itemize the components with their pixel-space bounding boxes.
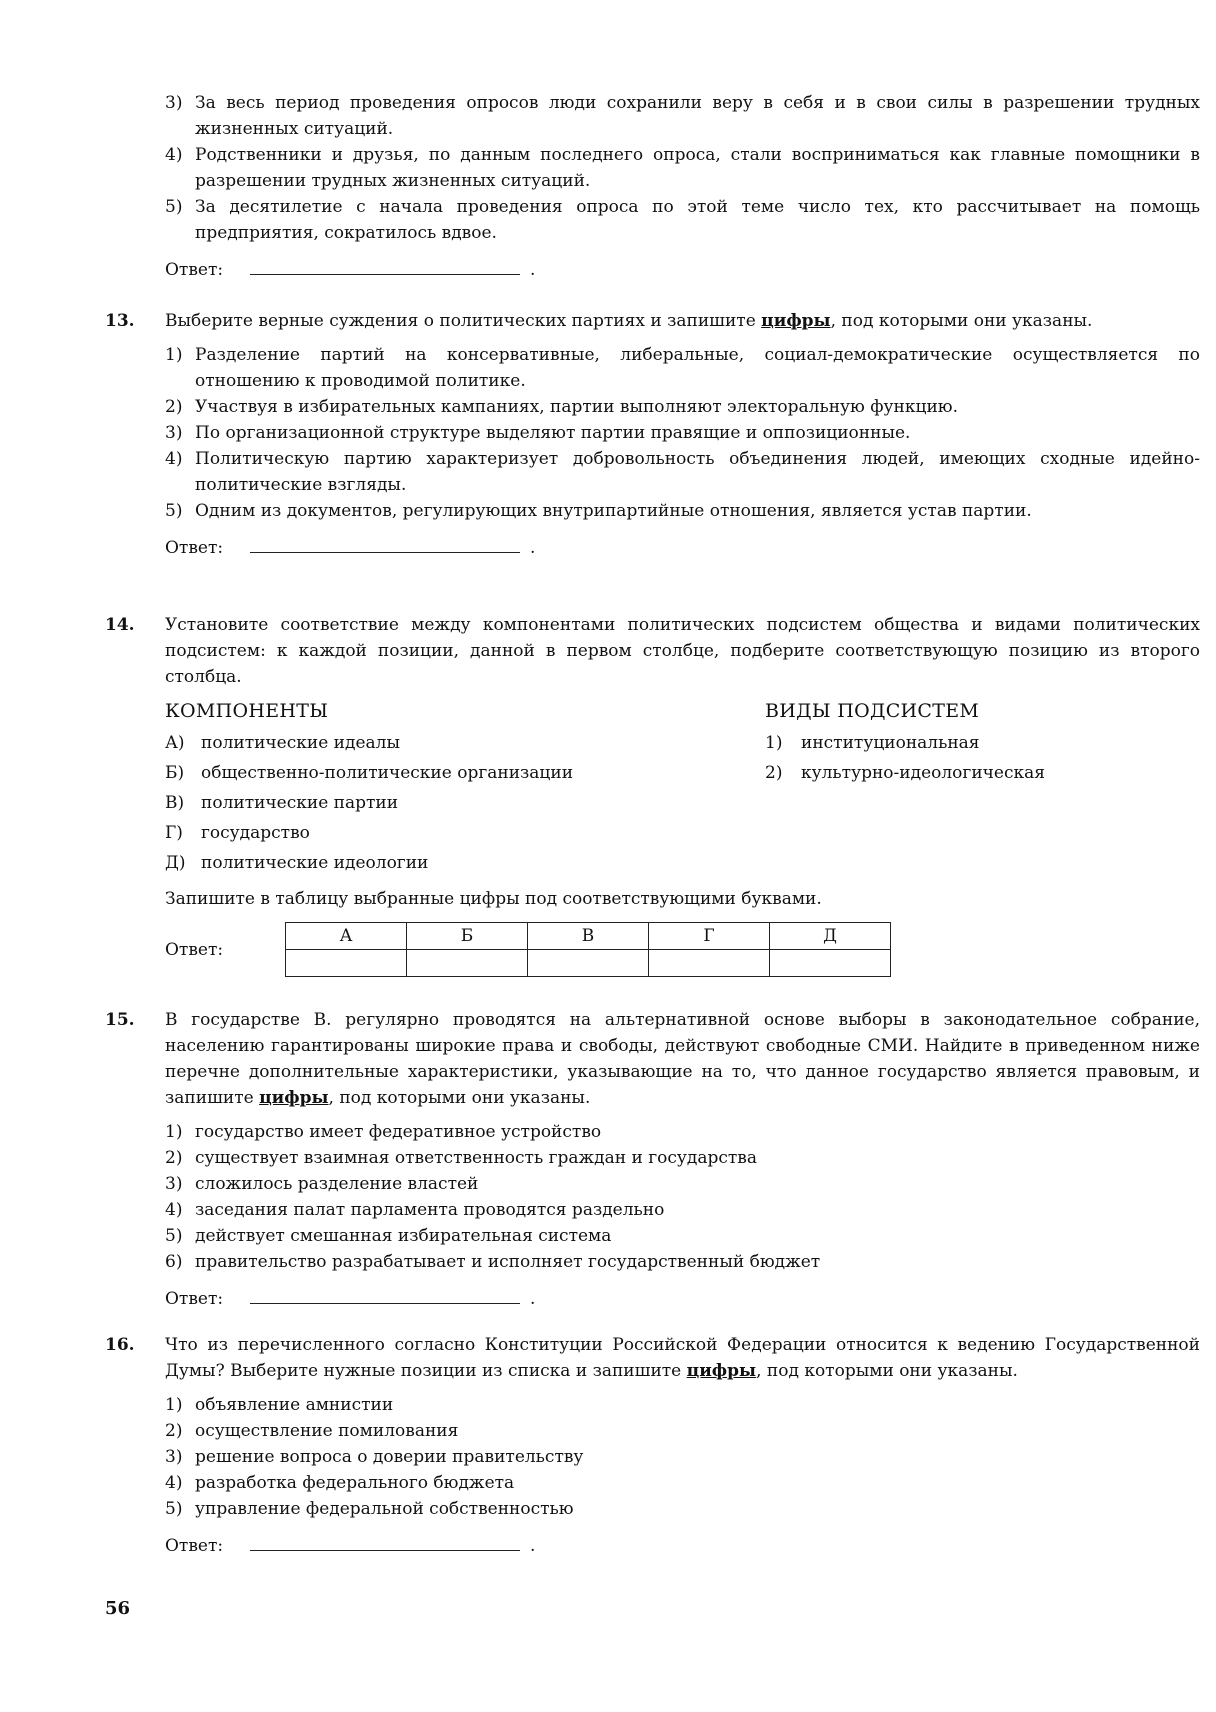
list-item: Б) общественно-политические организации	[165, 763, 574, 783]
list-item: 2) культурно-идеологическая	[765, 763, 1045, 783]
list-item: 2) Участвуя в избирательных кампаниях, партии выполняют электоральную функцию.	[165, 397, 958, 417]
list-item: Д) политические идеологии	[165, 853, 429, 873]
answer-field[interactable]	[250, 1285, 520, 1304]
list-item: 4) Политическую партию характеризует добровольность объединения людей, имеющих сходные идейно-политические взгляды.	[165, 449, 1200, 495]
list-item: 1) объявление амнистии	[165, 1395, 394, 1415]
answer-table	[285, 922, 891, 977]
list-item: 4) разработка федерального бюджета	[165, 1473, 515, 1493]
list-item: 1) институциональная	[765, 733, 980, 753]
list-item: В) политические партии	[165, 793, 399, 813]
list-item: 2) осуществление помилования	[165, 1421, 459, 1441]
subsystems-column	[765, 698, 1200, 880]
list-item: 4) Родственники и друзья, по данным последнего опроса, стали восприниматься как главные помощники в разрешении трудных жизненных ситуаций.	[165, 145, 1200, 191]
list-item: 5) Одним из документов, регулирующих внутрипартийные отношения, является устав партии.	[165, 501, 1032, 521]
list-item: 2) существует взаимная ответственность граждан и государства	[165, 1148, 758, 1168]
list-item: А) политические идеалы	[165, 733, 400, 753]
answer-cell[interactable]	[407, 950, 528, 977]
task-13	[105, 308, 1200, 560]
table-header: Д	[770, 923, 891, 950]
previous-task-continuation	[165, 90, 1200, 282]
list-item: 3) За весь период проведения опросов люди сохранили веру в себя и в свои силы в разрешении трудных жизненных ситуаций.	[165, 93, 1200, 139]
answer-field[interactable]	[250, 256, 520, 275]
list-item: 5) управление федеральной собственностью	[165, 1499, 574, 1519]
list-item: 3) решение вопроса о доверии правительству	[165, 1447, 584, 1467]
answer-table-row: Ответ: А Б В Г Д	[165, 922, 1200, 977]
table-header: Б	[407, 923, 528, 950]
column-heading: ВИДЫ ПОДСИСТЕМ	[765, 700, 980, 722]
matching-columns	[165, 698, 1200, 880]
list-item: 5) За десятилетие с начала проведения опроса по этой теме число тех, кто рассчитывает на помощь предприятия, сократилось вдвое.	[165, 197, 1200, 243]
task-14	[105, 612, 1200, 977]
answer-line: Ответ: .	[165, 1285, 1200, 1311]
list-item: Г) государство	[165, 823, 310, 843]
table-instruction: Запишите в таблицу выбранные цифры под соответствующими буквами.	[165, 889, 822, 909]
answer-line: Ответ: .	[165, 1532, 1200, 1558]
task-number: 15.	[105, 1010, 135, 1030]
task-stem: В государстве В. регулярно проводятся на альтернативной основе выборы в законодательное собрание, населению гарантированы широкие права и свободы, действуют свободные СМИ. Найдите в приведенном ниже перечне дополнительные характеристики, указывающие на то, что данное государство является правовым, и запишите цифры, под которыми они указаны.	[165, 1010, 1200, 1108]
list-item: 4) заседания палат парламента проводятся раздельно	[165, 1200, 665, 1220]
answer-cell[interactable]	[528, 950, 649, 977]
task-number: 13.	[105, 311, 135, 331]
list-item: 5) действует смешанная избирательная система	[165, 1226, 612, 1246]
task-stem: Что из перечисленного согласно Конституции Российской Федерации относится к ведению Государственной Думы? Выберите нужные позиции из списка и запишите цифры, под которыми они указаны.	[165, 1335, 1200, 1381]
answer-cell[interactable]	[649, 950, 770, 977]
page-number: 56	[105, 1598, 131, 1619]
answer-line: Ответ: .	[165, 256, 1200, 282]
list-item: 1) государство имеет федеративное устройство	[165, 1122, 602, 1142]
answer-cell[interactable]	[770, 950, 891, 977]
answer-cell[interactable]	[286, 950, 407, 977]
list-item: 3) По организационной структуре выделяют партии правящие и оппозиционные.	[165, 423, 911, 443]
task-16	[105, 1332, 1200, 1558]
task-stem: Выберите верные суждения о политических партиях и запишите цифры, под которыми они указаны.	[165, 311, 1093, 331]
task-15	[105, 1007, 1200, 1311]
components-column	[165, 698, 765, 880]
answer-field[interactable]	[250, 1532, 520, 1551]
task-stem: Установите соответствие между компонентами политических подсистем общества и видами политических подсистем: к каждой позиции, данной в первом столбце, подберите соответствующую позицию из второго столбца.	[165, 615, 1200, 687]
table-header: Г	[649, 923, 770, 950]
answer-line: Ответ: .	[165, 534, 1200, 560]
list-item: 6) правительство разрабатывает и исполняет государственный бюджет	[165, 1252, 821, 1272]
list-item: 1) Разделение партий на консервативные, либеральные, социал-демократические осуществляется по отношению к проводимой политике.	[165, 345, 1200, 391]
list-item: 3) сложилось разделение властей	[165, 1174, 479, 1194]
table-header: А	[286, 923, 407, 950]
task-number: 16.	[105, 1335, 135, 1355]
answer-field[interactable]	[250, 534, 520, 553]
column-heading: КОМПОНЕНТЫ	[165, 700, 329, 722]
table-header: В	[528, 923, 649, 950]
task-number: 14.	[105, 615, 135, 635]
